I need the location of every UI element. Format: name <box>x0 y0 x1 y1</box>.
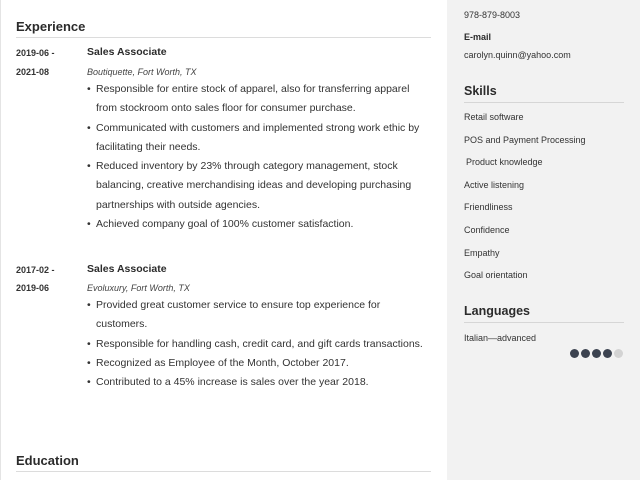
job-1-bullet: • Reduced inventory by 23% through category management, stock balancing, creative merchandising ideas and developing purchasing partnerships with outside agencies. <box>87 157 432 215</box>
skill-item: Empathy <box>464 248 500 258</box>
job-1-date-end: 2021-08 <box>16 67 50 77</box>
language-level-rating <box>570 349 623 358</box>
job-2-title: Sales Associate <box>87 263 167 275</box>
job-2-date-end: 2019-06 <box>16 283 50 293</box>
job-1-bullet: • Responsible for entire stock of apparel, also for transferring apparel from stockroom onto sales floor for consumer purchase. <box>87 80 432 119</box>
job-1-title: Sales Associate <box>87 46 167 58</box>
job-2-company: Evoluxury, Fort Worth, TX <box>87 283 190 293</box>
experience-divider <box>16 37 431 38</box>
skill-item: Confidence <box>464 225 510 235</box>
job-2-bullet: • Responsible for handling cash, credit card, and gift cards transactions. <box>87 335 432 354</box>
job-2-bullets <box>87 296 432 392</box>
job-2-bullet: • Contributed to a 45% increase is sales over the year 2018. <box>87 373 432 392</box>
skills-divider <box>464 102 624 103</box>
skill-item: Retail software <box>464 112 524 122</box>
rating-dot-filled <box>603 349 612 358</box>
skill-item: POS and Payment Processing <box>464 135 586 145</box>
job-2-date-start: 2017-02 - <box>16 265 55 275</box>
job-1-bullet: • Communicated with customers and implemented strong work ethic by facilitating their needs. <box>87 119 432 158</box>
email-label: E-mail <box>464 32 492 42</box>
job-1-company: Boutiquette, Fort Worth, TX <box>87 67 197 77</box>
languages-divider <box>464 322 624 323</box>
job-1-bullet: • Achieved company goal of 100% customer satisfaction. <box>87 215 432 234</box>
resume-sidebar <box>447 0 640 480</box>
skill-item: Product knowledge <box>466 157 543 167</box>
email-value: carolyn.quinn@yahoo.com <box>464 50 571 60</box>
languages-heading: Languages <box>464 304 530 318</box>
job-1-date-start: 2019-06 - <box>16 48 55 58</box>
job-1-bullets <box>87 80 432 234</box>
language-name: Italian—advanced <box>464 333 537 343</box>
education-divider <box>16 471 431 472</box>
rating-dot-filled <box>570 349 579 358</box>
skill-item: Friendliness <box>464 202 513 212</box>
job-2-bullet: • Provided great customer service to ensure top experience for customers. <box>87 296 432 335</box>
skills-heading: Skills <box>464 84 497 98</box>
skill-item: Goal orientation <box>464 270 528 280</box>
job-2-bullet: • Recognized as Employee of the Month, October 2017. <box>87 354 432 373</box>
rating-dot-filled <box>581 349 590 358</box>
rating-dot-empty <box>614 349 623 358</box>
experience-heading: Experience <box>16 19 86 34</box>
rating-dot-filled <box>592 349 601 358</box>
skill-item: Active listening <box>464 180 525 190</box>
phone-value: 978-879-8003 <box>464 10 521 20</box>
education-heading: Education <box>16 453 79 468</box>
